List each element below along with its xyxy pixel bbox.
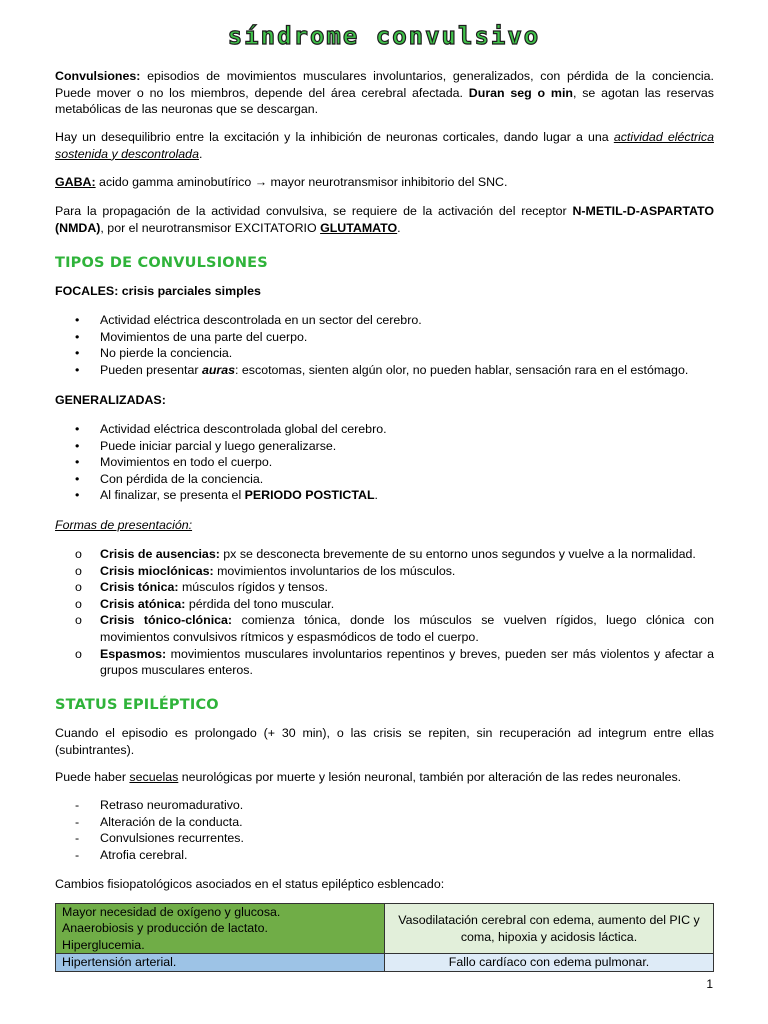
list-item-text: Alteración de la conducta. (100, 814, 243, 829)
heading-status: STATUS EPILÉPTICO (55, 697, 219, 713)
list-item (55, 454, 714, 471)
intro-paragraph-1 (55, 68, 714, 118)
emphasis-actividad: actividad eléctrica sostenida y descontrolada (55, 130, 714, 161)
generalizadas-label-text: GENERALIZADAS: (55, 393, 166, 407)
list-item-text: No pierde la conciencia. (100, 346, 233, 361)
list-item (55, 579, 714, 596)
page-title (0, 22, 768, 50)
bullet-icon: • (75, 422, 80, 436)
cell-line: Mayor necesidad de oxígeno y glucosa. (62, 905, 281, 919)
forma-term: Crisis tónico-clónica: (100, 613, 233, 628)
text: neurológicas por muerte y lesión neuronal, también por alteración de las redes neuronales. (178, 770, 682, 784)
text: acido gamma aminobutírico → mayor neurotransmisor inhibitorio del SNC. (95, 175, 508, 189)
bullet-icon: • (75, 471, 80, 486)
circle-bullet-icon: o (75, 580, 82, 595)
circle-bullet-icon: o (75, 547, 82, 561)
list-item (55, 646, 714, 679)
page-number: 1 (706, 977, 713, 991)
status-paragraph-2 (55, 769, 714, 786)
text: . (397, 220, 401, 235)
list-item-text: Atrofia cerebral. (100, 847, 188, 862)
generalizadas-list (55, 421, 714, 504)
intro-paragraph-2 (55, 129, 714, 162)
list-item (55, 847, 714, 864)
forma-term: Espasmos: (100, 646, 167, 661)
formas-label (55, 517, 714, 534)
text: Puede haber (55, 770, 130, 784)
bullet-icon: • (75, 346, 80, 361)
list-item (55, 329, 714, 346)
text: , por el neurotransmisor EXCITATORIO (100, 220, 321, 235)
term-auras: auras (201, 362, 236, 377)
focales-label-text: FOCALES: crisis parciales simples (55, 284, 261, 298)
list-item (55, 563, 714, 580)
list-item-text: Retraso neuromadurativo. (100, 798, 244, 812)
emphasis-duration: Duran seg o min (468, 85, 573, 100)
list-item (55, 312, 714, 329)
list-item-text: Al finalizar, se presenta el (100, 488, 245, 503)
bullet-icon: • (75, 362, 80, 377)
circle-bullet-icon: o (75, 563, 82, 578)
formas-list (55, 546, 714, 679)
circle-bullet-icon: o (75, 613, 82, 628)
term-gaba: GABA: (55, 175, 96, 189)
table-cell (56, 904, 385, 954)
focales-label (55, 283, 714, 300)
gaba-paragraph (55, 174, 714, 191)
term-secuelas: secuelas (129, 770, 179, 784)
heading-tipos: TIPOS DE CONVULSIONES (55, 255, 268, 271)
table-cell: Vasodilatación cerebral con edema, aumento del PIC y coma, hipoxia y acidosis láctica. (385, 904, 714, 954)
status-text: Cuando el episodio es prolongado (+ 30 min), o las crisis se repiten, sin recuperación ad integrum entre ellas (subintrantes). (55, 726, 714, 757)
formas-label-text: Formas de presentación: (55, 518, 193, 532)
cell-line: Hiperglucemia. (62, 937, 145, 952)
focales-list (55, 312, 714, 378)
text: , se agotan las reservas metabólicas de las neuronas que se descargan. (55, 85, 714, 117)
table-cell: Fallo cardíaco con edema pulmonar. (385, 954, 714, 971)
status-paragraph-1 (55, 725, 714, 758)
list-item (55, 471, 714, 488)
list-item-text: Convulsiones recurrentes. (100, 831, 244, 846)
dash-bullet-icon: - (75, 831, 80, 846)
list-item-text: Actividad eléctrica descontrolada en un sector del cerebro. (100, 313, 422, 327)
text: . (198, 146, 203, 161)
list-item-text: Movimientos de una parte del cuerpo. (100, 329, 308, 344)
bullet-icon: • (75, 329, 80, 344)
nmda-paragraph (55, 203, 714, 236)
generalizadas-label (55, 392, 714, 409)
list-item-text: : escotomas, sienten algún olor, no pueden hablar, sensación rara en el estómago. (235, 362, 689, 377)
cambios-label-text: Cambios fisiopatológicos asociados en el status epiléptico esblencado: (55, 877, 445, 891)
list-item (55, 421, 714, 438)
table-row (56, 904, 714, 954)
term-glutamato: GLUTAMATO (320, 220, 398, 235)
dash-bullet-icon: - (75, 847, 80, 862)
list-item (55, 797, 714, 814)
list-item (55, 830, 714, 847)
forma-term: Crisis tónica: (100, 580, 179, 595)
term-postictal: PERIODO POSTICTAL (244, 488, 375, 503)
term-nmda: N-METIL-D-ASPARTATO (NMDA) (55, 204, 714, 235)
list-item-text: Puede iniciar parcial y luego generalizarse. (100, 438, 337, 453)
table-cell: Hipertensión arterial. (56, 954, 385, 971)
list-item (55, 438, 714, 455)
list-item-text: Pueden presentar (100, 362, 202, 377)
list-item-text: Con pérdida de la conciencia. (100, 471, 264, 486)
dash-bullet-icon: - (75, 814, 80, 829)
forma-text: movimientos musculares involuntarios repentinos y breves, pueden ser más violentos y afectar a grupos musculares enteros. (100, 646, 714, 678)
table-row (56, 954, 714, 971)
forma-term: Crisis de ausencias: (100, 547, 220, 561)
forma-term: Crisis mioclónicas: (100, 563, 214, 578)
forma-text: músculos rígidos y tensos. (178, 580, 328, 595)
list-item-text: Actividad eléctrica descontrolada global del cerebro. (100, 422, 387, 436)
dash-bullet-icon: - (75, 798, 80, 812)
forma-text: movimientos involuntarios de los músculos. (213, 563, 456, 578)
list-item (55, 546, 714, 563)
term-convulsiones: Convulsiones: (55, 69, 141, 83)
bullet-icon: • (75, 488, 80, 503)
bullet-icon: • (75, 438, 80, 453)
list-item (55, 487, 714, 504)
secuelas-list (55, 797, 714, 863)
forma-text: px se desconecta brevemente de su entorno unos segundos y vuelve a la normalidad. (219, 547, 696, 561)
text: Hay un desequilibrio entre la excitación y la inhibición de neuronas corticales, dando lugar a una (55, 130, 614, 144)
text: episodios de movimientos musculares involuntarios, generalizados, con pérdida de la conciencia. Puede mover o no los miembros, depende del área cerebral afectada. (55, 69, 714, 100)
title-text: síndrome convulsivo (227, 22, 541, 50)
bullet-icon: • (75, 455, 80, 470)
list-item (55, 362, 714, 379)
forma-term: Crisis atónica: (100, 596, 186, 611)
list-item (55, 345, 714, 362)
bullet-icon: • (75, 313, 80, 327)
forma-text: pérdida del tono muscular. (185, 596, 335, 611)
cell-line: Anaerobiosis y producción de lactato. (62, 921, 268, 936)
cambios-label (55, 876, 714, 893)
list-item (55, 814, 714, 831)
list-item-text: . (374, 488, 378, 503)
list-item (55, 612, 714, 645)
forma-text: comienza tónica, donde los músculos se vuelven rígidos, luego clónica con movimientos convulsivos rítmicos y espasmódicos de todo el cuerpo. (100, 613, 715, 644)
text: Para la propagación de la actividad convulsiva, se requiere de la activación del receptor (55, 204, 573, 218)
list-item-text: Movimientos en todo el cuerpo. (100, 455, 273, 470)
list-item (55, 596, 714, 613)
cambios-table (55, 903, 714, 972)
circle-bullet-icon: o (75, 596, 82, 611)
circle-bullet-icon: o (75, 646, 82, 661)
